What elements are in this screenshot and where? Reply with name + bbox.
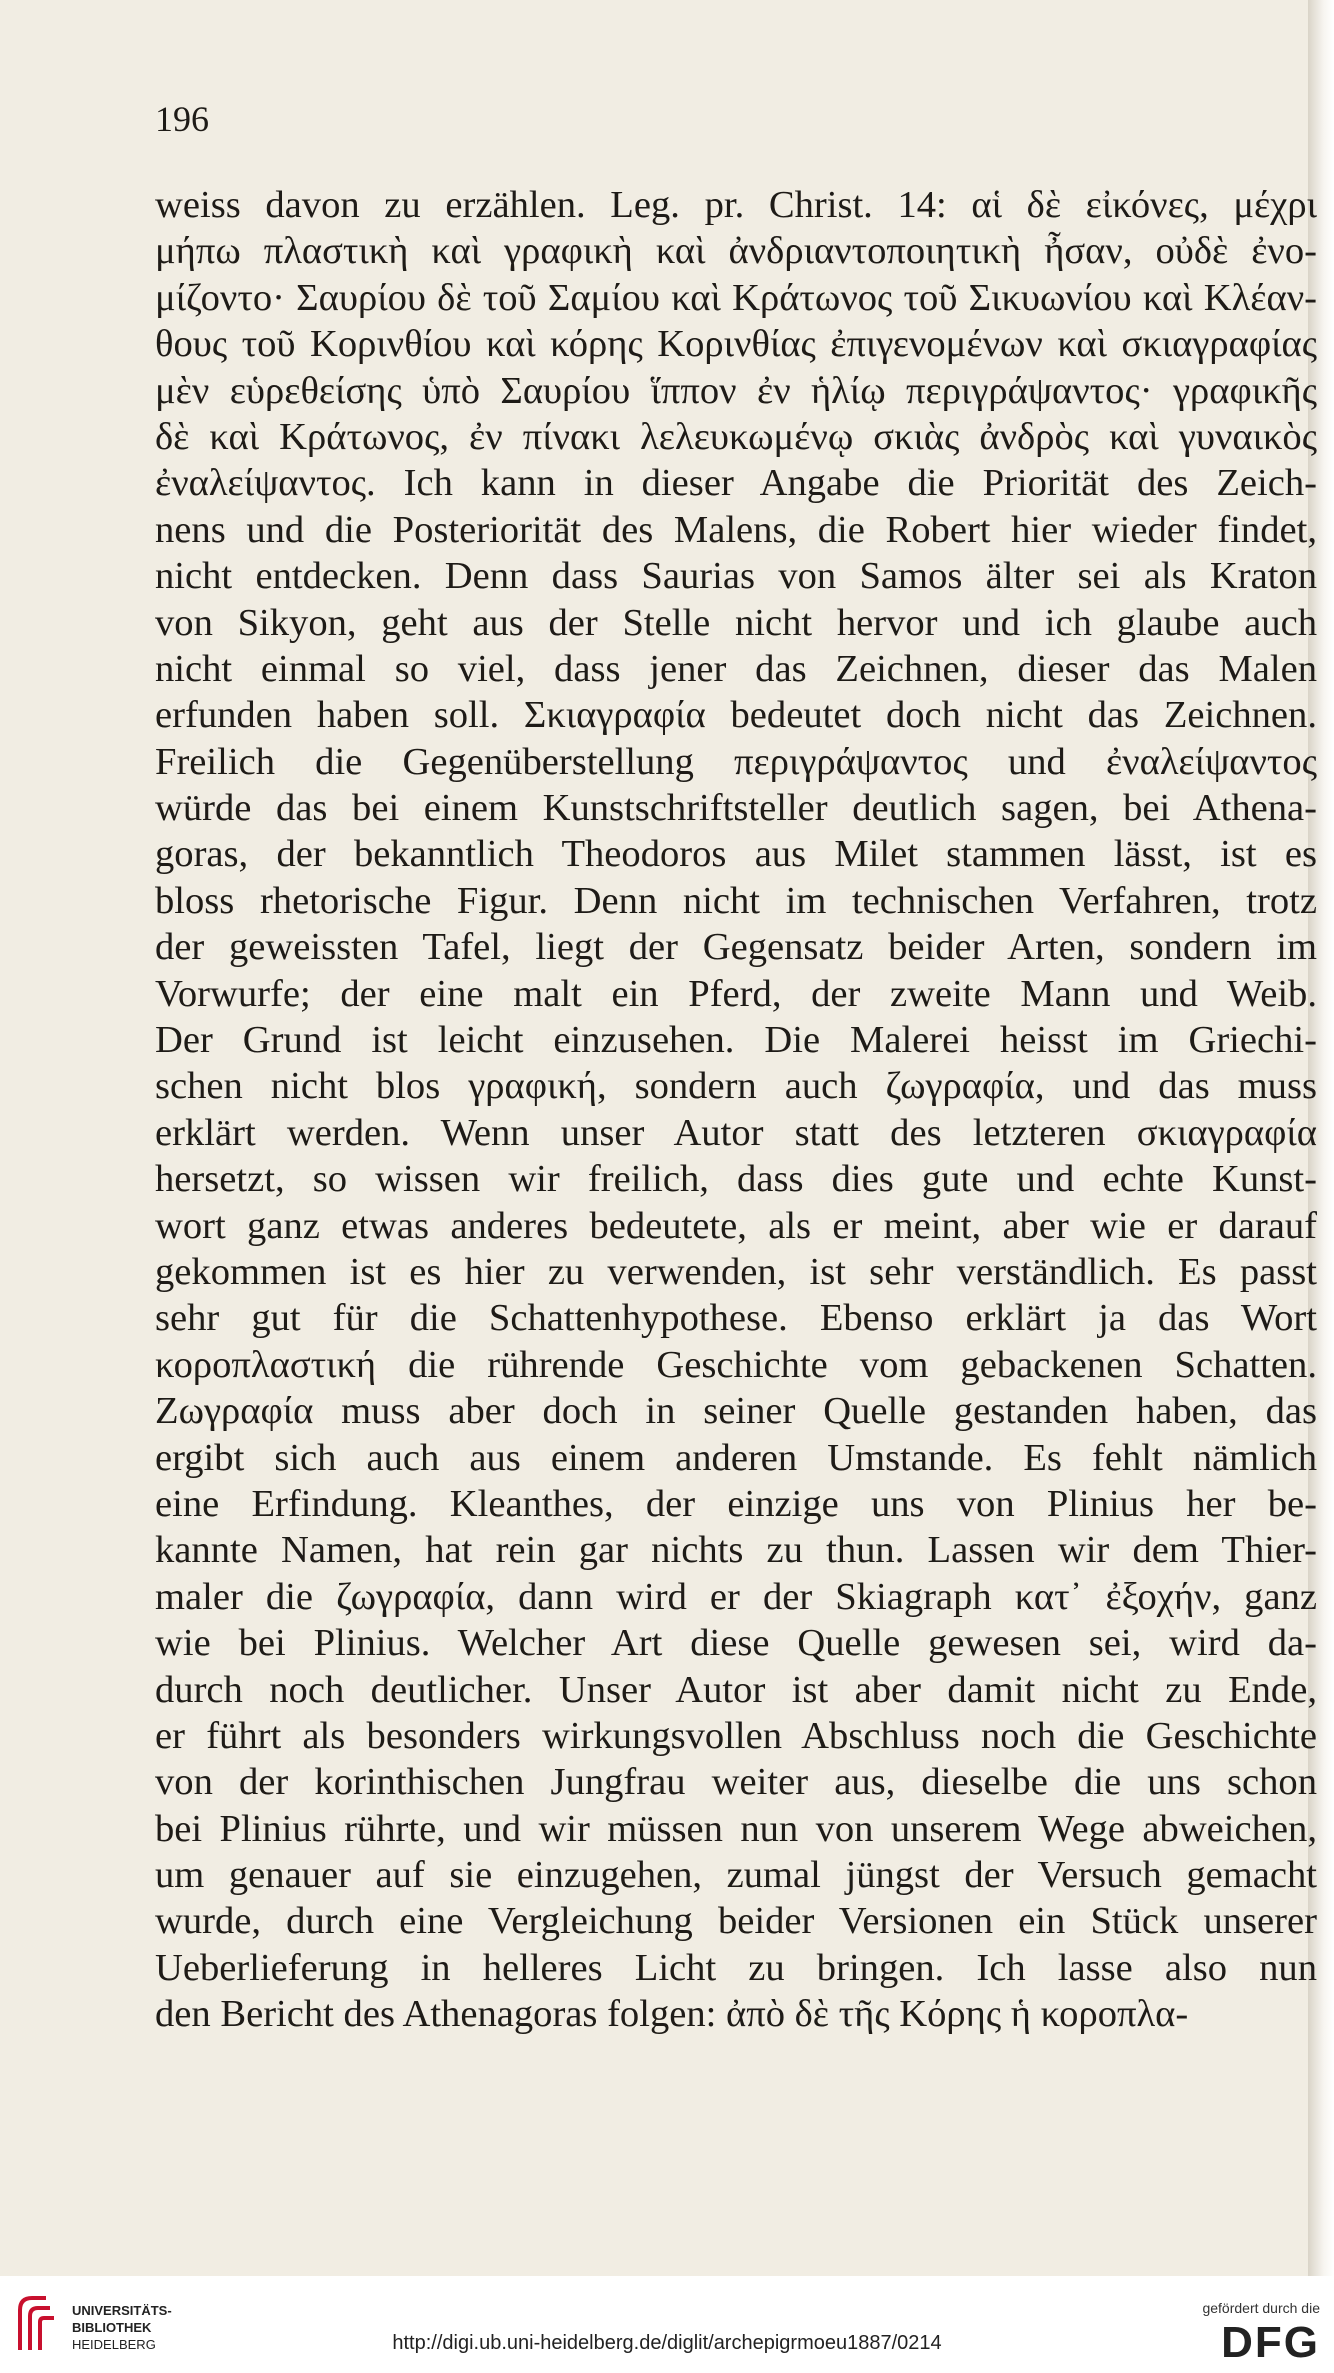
funded-by-label: gefördert durch die — [1202, 2300, 1320, 2316]
library-name-line-1: UNIVERSITÄTS- — [72, 2303, 172, 2318]
text-line: ergibt sich auch aus einem anderen Umstande. Es fehlt nämlich — [155, 1436, 1317, 1479]
text-line: schen nicht blos γραφική, sondern auch ζωγραφία, und das muss — [155, 1065, 1317, 1108]
text-line: Ζωγραφία muss aber doch in seiner Quelle gestanden haben, das — [155, 1390, 1317, 1433]
permalink-url[interactable]: http://digi.ub.uni-heidelberg.de/diglit/archepigrmoeu1887/0214 — [392, 2332, 942, 2354]
text-line: nicht entdecken. Denn dass Saurias von Samos älter sei als Kraton — [155, 555, 1317, 598]
text-line: δὲ καὶ Κράτωνος, ἐν πίνακι λελευκωμένῳ σκιὰς ἀνδρὸς καὶ γυναικὸς — [155, 415, 1317, 458]
text-line: erfunden haben soll. Σκιαγραφία bedeutet doch nicht das Zeichnen. — [155, 694, 1317, 737]
text-line: maler die ζωγραφία, dann wird er der Skiagraph κατ᾽ ἐξοχήν, ganz — [155, 1575, 1317, 1618]
text-line: Vorwurfe; der eine malt ein Pferd, der zweite Mann und Weib. — [155, 972, 1317, 1015]
text-line: μίζοντο· Σαυρίου δὲ τοῦ Σαμίου καὶ Κράτωνος τοῦ Σικυωνίου καὶ Κλέαν- — [155, 276, 1317, 319]
text-line: eine Erfindung. Kleanthes, der einzige uns von Plinius her be- — [155, 1482, 1317, 1525]
dfg-logo-icon: DFG — [1221, 2318, 1320, 2367]
footer-bar — [0, 2276, 1334, 2373]
text-line: kannte Namen, hat rein gar nichts zu thun. Lassen wir dem Thier- — [155, 1529, 1317, 1572]
text-line: von der korinthischen Jungfrau weiter aus, dieselbe die uns schon — [155, 1761, 1317, 1804]
text-line: goras, der bekanntlich Theodoros aus Milet stammen lässt, ist es — [155, 833, 1317, 876]
text-line: erklärt werden. Wenn unser Autor statt des letzteren σκιαγραφία — [155, 1111, 1317, 1154]
text-line: ἐναλείψαντος. Ich kann in dieser Angabe die Priorität des Zeich- — [155, 462, 1317, 505]
text-line: der geweissten Tafel, liegt der Gegensatz beider Arten, sondern im — [155, 926, 1317, 969]
text-line: nicht einmal so viel, dass jener das Zeichnen, dieser das Malen — [155, 647, 1317, 690]
text-line: Freilich die Gegenüberstellung περιγράψαντος und ἐναλείψαντος — [155, 740, 1317, 783]
text-line: weiss davon zu erzählen. Leg. pr. Christ. 14: αἱ δὲ εἰκόνες, μέχρι — [155, 184, 1317, 226]
text-line: Ueberlieferung in helleres Licht zu bringen. Ich lasse also nun — [155, 1946, 1317, 1989]
text-line: von Sikyon, geht aus der Stelle nicht hervor und ich glaube auch — [155, 601, 1317, 644]
text-line: μὲν εὑρεθείσης ὑπὸ Σαυρίου ἵππον ἐν ἡλίῳ περιγράψαντος· γραφικῆς — [155, 369, 1317, 412]
text-line: bei Plinius rührte, und wir müssen nun von unserem Wege abweichen, — [155, 1807, 1317, 1850]
body-text — [155, 182, 1317, 2038]
text-line: bloss rhetorische Figur. Denn nicht im technischen Verfahren, trotz — [155, 879, 1317, 922]
library-name-line-2: BIBLIOTHEK — [72, 2320, 152, 2335]
text-line: um genauer auf sie einzugehen, zumal jüngst der Versuch gemacht — [155, 1854, 1317, 1897]
page-number: 196 — [155, 99, 209, 139]
text-line: Der Grund ist leicht einzusehen. Die Malerei heisst im Griechi- — [155, 1019, 1317, 1062]
text-line: nens und die Posteriorität des Malens, die Robert hier wieder findet, — [155, 508, 1317, 551]
text-line: wie bei Plinius. Welcher Art diese Quelle gewesen sei, wird da- — [155, 1622, 1317, 1665]
text-line: κοροπλαστική die rührende Geschichte vom gebackenen Schatten. — [155, 1343, 1317, 1386]
text-line: hersetzt, so wissen wir freilich, dass dies gute und echte Kunst- — [155, 1158, 1317, 1201]
text-line: durch noch deutlicher. Unser Autor ist aber damit nicht zu Ende, — [155, 1668, 1317, 1711]
library-name-line-3: HEIDELBERG — [72, 2337, 156, 2352]
text-line: würde das bei einem Kunstschriftsteller deutlich sagen, bei Athena- — [155, 787, 1317, 830]
text-line: θους τοῦ Κορινθίου καὶ κόρης Κορινθίας ἐπιγενομένων καὶ σκιαγραφίας — [155, 323, 1317, 366]
text-line: sehr gut für die Schattenhypothese. Ebenso erklärt ja das Wort — [155, 1297, 1317, 1340]
text-line: wort ganz etwas anderes bedeutete, als er meint, aber wie er darauf — [155, 1204, 1317, 1247]
text-line: μήπω πλαστικὴ καὶ γραφικὴ καὶ ἀνδριαντοποιητικὴ ἦσαν, οὐδὲ ἐνο- — [155, 230, 1317, 273]
text-line: er führt als besonders wirkungsvollen Abschluss noch die Geschichte — [155, 1714, 1317, 1757]
text-line: den Bericht des Athenagoras folgen: ἀπὸ δὲ τῆς Κόρης ἡ κοροπλα- — [155, 1993, 1189, 2036]
text-line: gekommen ist es hier zu verwenden, ist sehr verständlich. Es passt — [155, 1250, 1317, 1293]
text-line: wurde, durch eine Vergleichung beider Versionen ein Stück unserer — [155, 1900, 1317, 1943]
